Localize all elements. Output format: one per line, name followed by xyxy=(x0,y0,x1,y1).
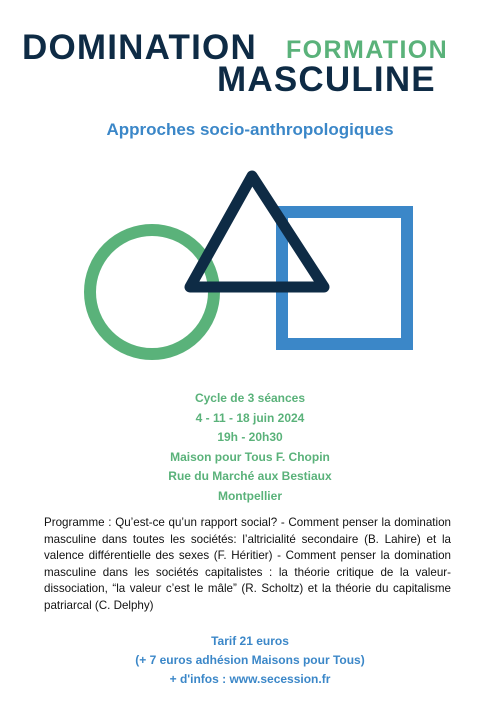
infos-link[interactable]: + d'infos : www.secession.fr xyxy=(169,672,331,686)
city-text: Montpellier xyxy=(217,488,282,503)
dates-text: 4 - 11 - 18 juin 2024 xyxy=(195,410,305,425)
square-shape xyxy=(282,212,407,344)
adhesion-text: (+ 7 euros adhésion Maisons pour Tous) xyxy=(135,653,365,667)
programme-paragraph: Programme : Qu’est-ce qu’un rapport social? - Comment penser la domination masculine dans toutes les sociétés: l’altricialité secondaire (B. Lahire) et la valence différentielle des sexes (F. Héritier) - Comment penser la domination masculine dans les sociétés capitalistes : la théorie critique de la valeur-dissociation, “la valeur c’est le mâle” (R. Scholtz) et la théorie du capitalisme patriarcal (C. Delphy) xyxy=(44,516,451,612)
title-masculine: MASCULINE xyxy=(217,60,436,99)
tarif-text: Tarif 21 euros xyxy=(211,634,289,648)
hours-text: 19h - 20h30 xyxy=(217,430,283,444)
subtitle: Approches socio-anthropologiques xyxy=(106,120,394,139)
event-details xyxy=(0,389,500,506)
venue-text: Maison pour Tous F. Chopin xyxy=(170,449,330,464)
title-formation-tag: FORMATION xyxy=(286,36,449,64)
footer-info xyxy=(0,632,500,689)
title-domination: DOMINATION xyxy=(22,28,257,67)
cycle-text: Cycle de 3 séances xyxy=(194,391,306,405)
street-text: Rue du Marché aux Bestiaux xyxy=(168,469,332,483)
